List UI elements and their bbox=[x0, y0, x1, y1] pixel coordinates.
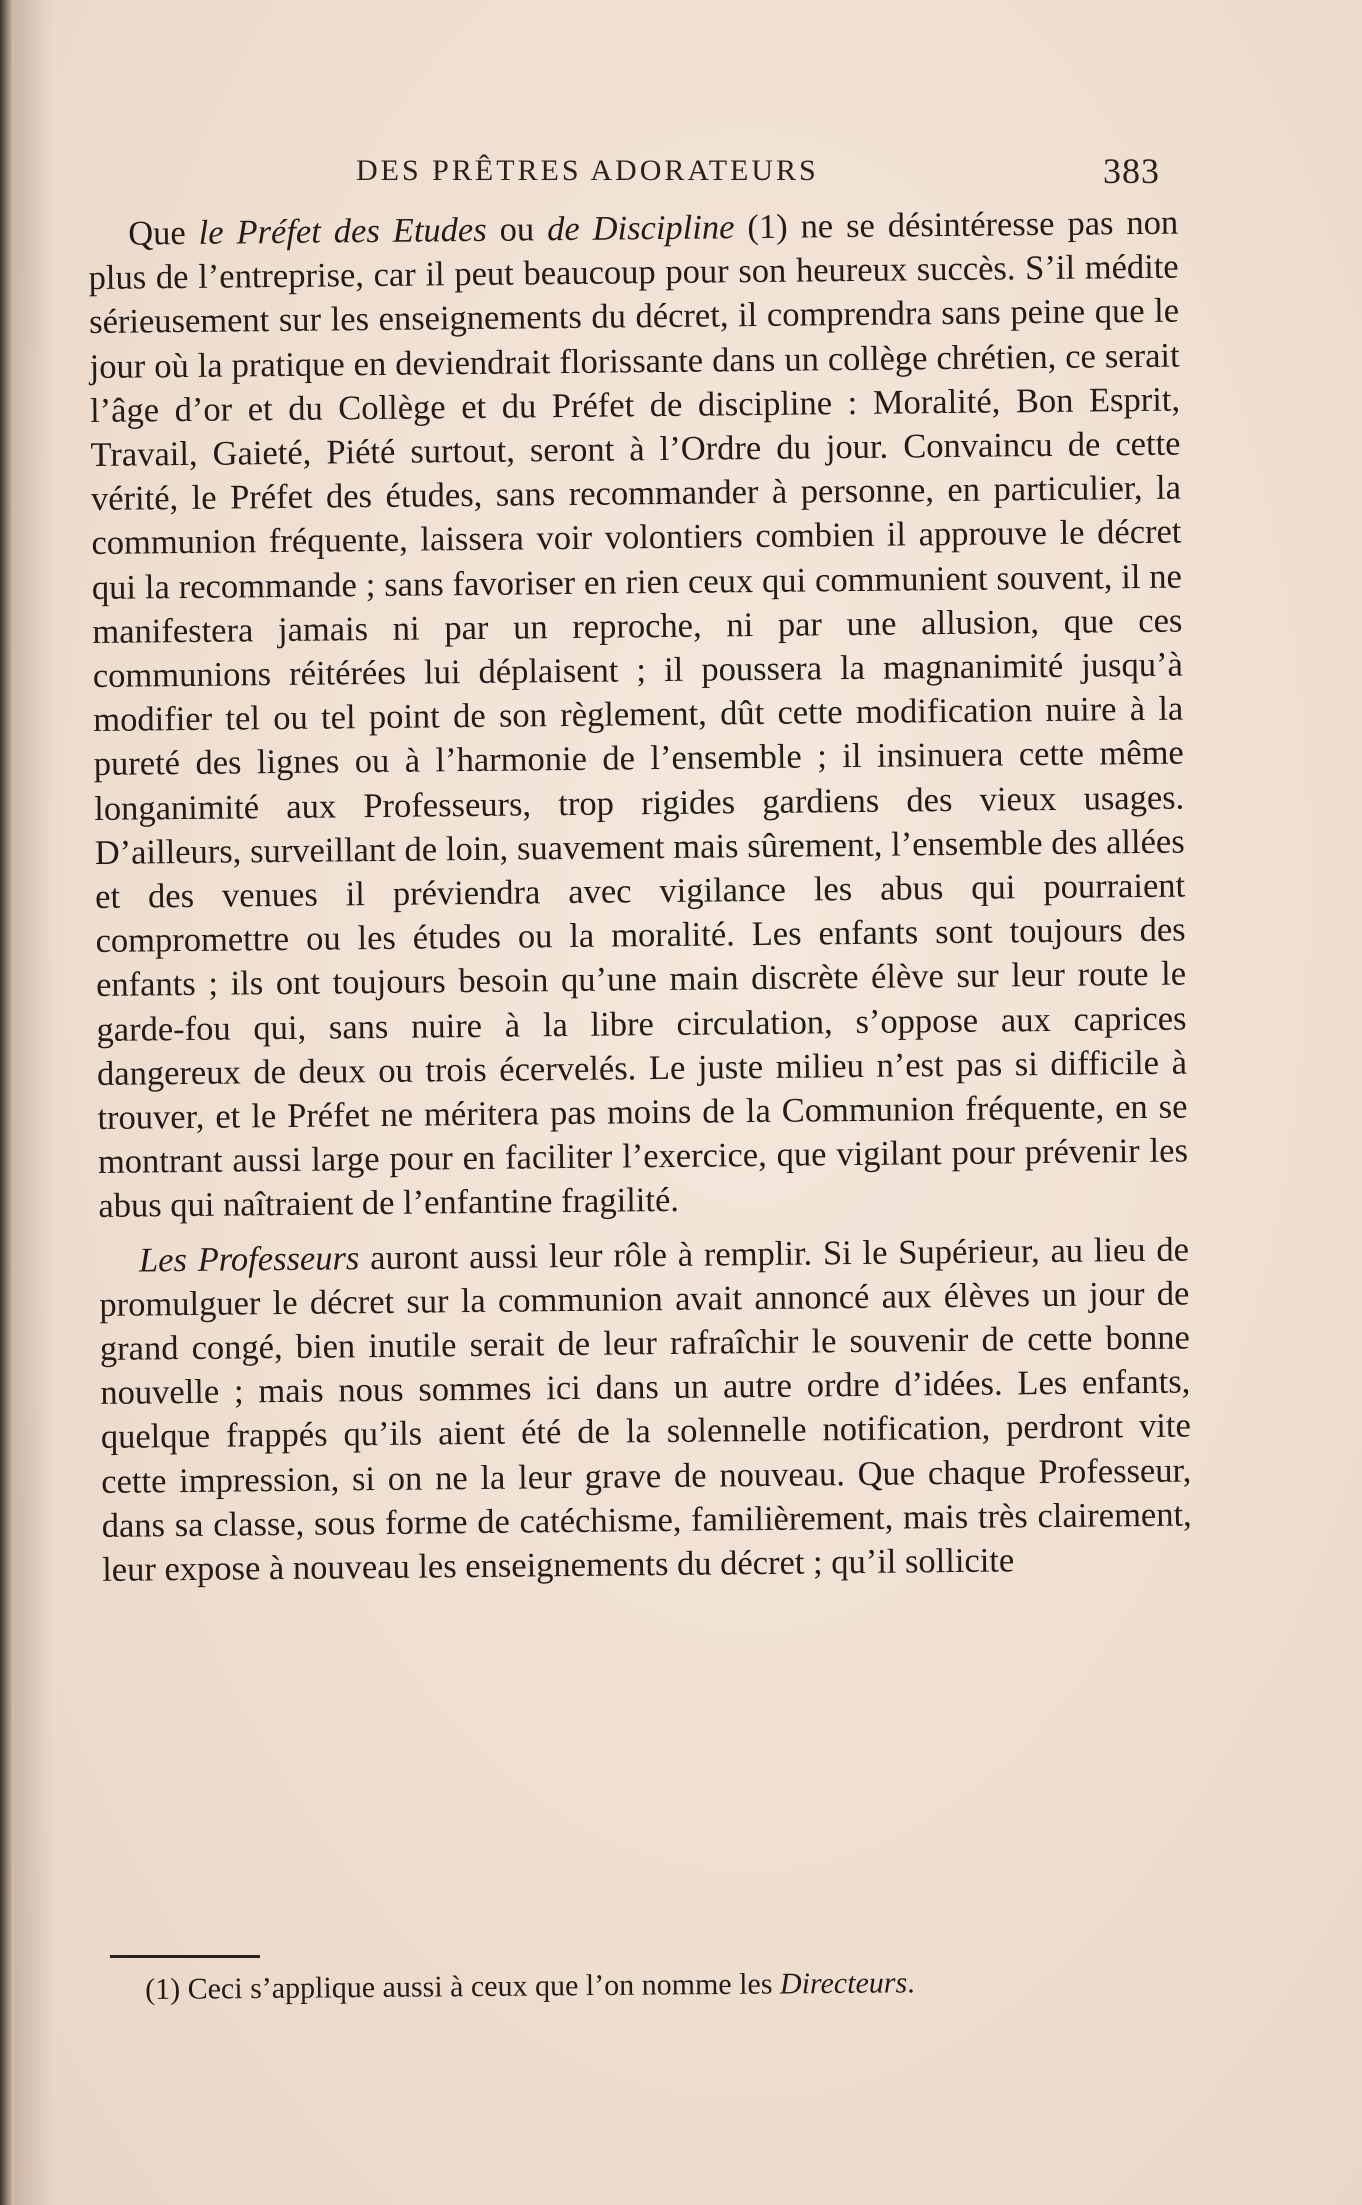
footnote-end: . bbox=[907, 1966, 915, 2000]
prefect-studies-italic: le Préfet des Etudes bbox=[198, 210, 487, 252]
discipline-italic: de Discipline bbox=[546, 208, 735, 249]
footnote-italic: Directeurs bbox=[779, 1966, 908, 2001]
paragraph-lead: Que bbox=[128, 213, 199, 253]
running-title: DES PRÊTRES ADORATEURS bbox=[356, 154, 819, 187]
paragraph-body: (1) ne se désintéresse pas non plus de l’entreprise, car il peut beaucoup pour son heureux succès. S’il médite sérieusement sur les enseignements du décret, il comprendra sans peine que le jour où la pratique en deviendrait florissante dans un collège chrétien, ce serait l’âge d’or et du Collège et du Préfet de discipline : Moralité, Bon Esprit, Travail, Gaieté, Piété surtout, seront à l’Ordre du jour. Convaincu de cette vérité, le Préfet des études, sans recommander à personne, en particulier, la communion fréquente, laissera voir volontiers combien il approuve le décret qui la recommande ; sans favoriser en rien ceux qui communient souvent, il ne manifestera jamais ni par un reproche, ni par une allusion, que ces communions réitérées lui déplaisent ; il poussera la magnanimité jusqu’à modifier tel ou tel point de son règlement, dût cette modification nuire à la pureté des lignes ou à l’harmonie de l’ensemble ; il insinuera cette même longanimité aux Professeurs, trop rigides gardiens des vieux usages. D’ailleurs, surveillant de loin, suavement mais sûrement, l’ensemble des allées et des venues il préviendra avec vigilance les abus qui pourraient compromettre ou les études ou la moralité. Les enfants sont toujours des enfants ; ils ont toujours besoin qu’une main discrète élève sur leur route le garde-fou qui, sans nuire à la libre circulation, s’oppose aux caprices dangereux de deux ou trois écervelés. Le juste milieu n’est pas si difficile à trouver, et le Préfet ne méritera pas moins de la Communion fréquente, en se montrant aussi large pour en faciliter l’exercice, que vigilant pour prévenir les abus qui naîtraient de l’enfantine fragilité. bbox=[88, 203, 1189, 1226]
main-text bbox=[88, 201, 1192, 1593]
paragraph-professors bbox=[99, 1227, 1193, 1592]
footnote-text: (1) Ceci s’applique aussi à ceux que l’on nomme les bbox=[145, 1967, 781, 2006]
paragraph-prefect bbox=[88, 201, 1189, 1229]
footnote bbox=[145, 1961, 1185, 2010]
page-number: 383 bbox=[1103, 151, 1160, 191]
or-word: ou bbox=[486, 210, 548, 249]
page-header bbox=[96, 150, 1160, 196]
binding-shadow bbox=[14, 0, 54, 2205]
paragraph-body: auront aussi leur rôle à remplir. Si le Supérieur, au lieu de promulguer le décret sur la communion avait annoncé aux élèves un jour de grand congé, bien inutile serait de leur rafraîchir le souvenir de cette bonne nouvelle ; mais nous sommes ici dans un autre ordre d’idées. Les enfants, quelque frappés qu’ils aient été de la solennelle notification, perdront vite cette impression, si on ne la leur grave de nouveau. Que chaque Professeur, dans sa classe, sous forme de catéchisme, familièrement, mais très clairement, leur expose à nouveau les enseignements du décret ; qu’il sollicite bbox=[99, 1230, 1192, 1590]
professors-italic: Les Professeurs bbox=[138, 1238, 360, 1280]
footnote-divider bbox=[110, 1955, 260, 1958]
binding-edge bbox=[0, 0, 14, 2205]
